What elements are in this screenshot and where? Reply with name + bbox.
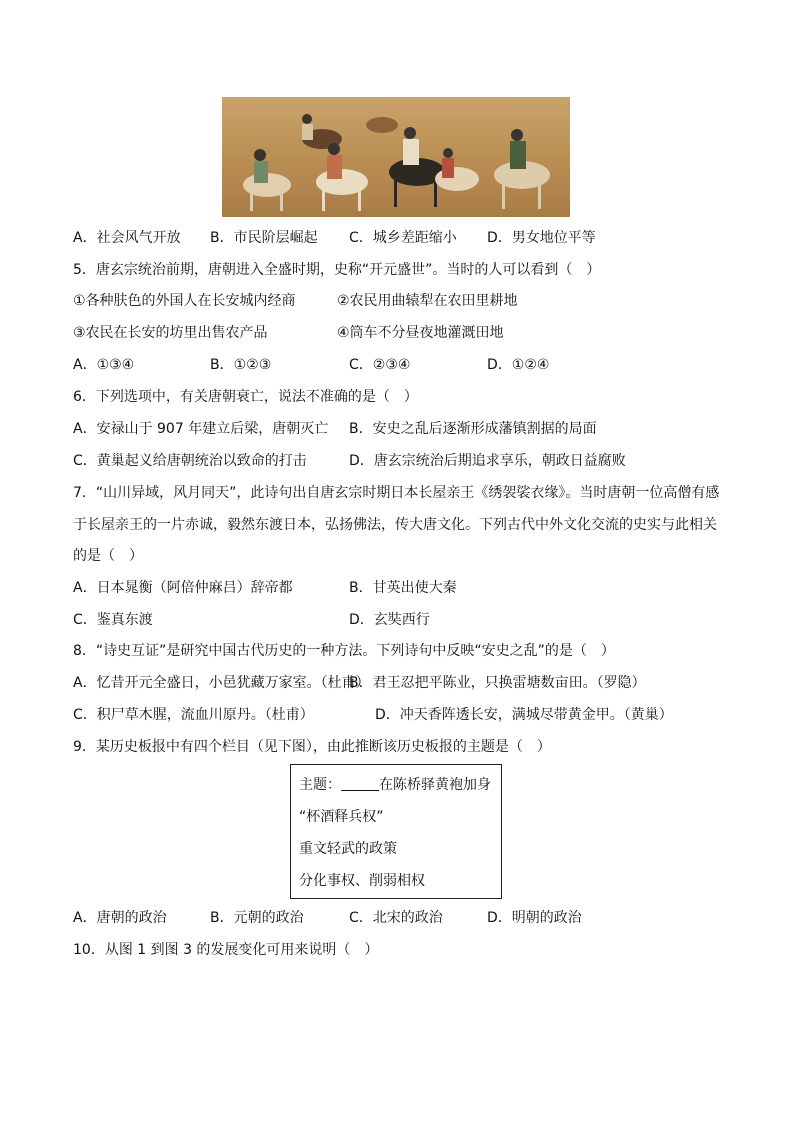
q7-option-b: B．甘英出使大秦: [349, 580, 457, 596]
q6-stem: 6．下列选项中，有关唐朝衰亡，说法不准确的是（ ）: [73, 389, 418, 405]
q6-option-d: D．唐玄宗统治后期追求享乐，朝政日益腐败: [349, 453, 626, 469]
q7-stem-line-3: 的是（ ）: [73, 548, 143, 564]
q9-option-a: A．唐朝的政治: [73, 910, 167, 926]
q9-option-c: C．北宋的政治: [349, 910, 443, 926]
q4-option-a: A．社会风气开放: [73, 230, 181, 246]
board-title: [299, 775, 491, 795]
q5-item-4: ④筒车不分昼夜地灌溉田地: [337, 325, 504, 341]
q5-option-a: A．①③④: [73, 357, 135, 373]
q5-stem: 5．唐玄宗统治前期，唐朝进入全盛时期，史称“开元盛世”。当时的人可以看到（ ）: [73, 262, 601, 278]
q5-option-b: B．①②③: [210, 357, 272, 373]
q5-item-1: ①各种肤色的外国人在长安城内经商: [73, 293, 296, 309]
board-row-1: “杯酒释兵权”: [299, 809, 384, 825]
q9-option-d: D．明朝的政治: [487, 910, 582, 926]
q10-stem: 10．从图 1 到图 3 的发展变化可用来说明（ ）: [73, 942, 379, 958]
q6-option-a: A．安禄山于 907 年建立后梁，唐朝灭亡: [73, 421, 329, 437]
q7-stem-line-2: 于长屋亲王的一片赤诚，毅然东渡日本，弘扬佛法，传大唐文化。下列古代中外文化交流的史实与此相关: [73, 517, 717, 533]
q4-option-d: D．男女地位平等: [487, 230, 596, 246]
q7-option-c: C．鉴真东渡: [73, 612, 153, 628]
q5-option-d: D．①②④: [487, 357, 550, 373]
q8-option-a: A．忆昔开元全盛日，小邑犹藏万家室。（杜甫）: [73, 675, 370, 691]
q5-option-c: C．②③④: [349, 357, 411, 373]
q7-option-a: A．日本晁衡（阿倍仲麻吕）辞帝都: [73, 580, 293, 596]
tang-painting-image: [222, 97, 570, 217]
q5-item-2: ②农民用曲辕犁在农田里耕地: [337, 293, 518, 309]
q9-option-b: B．元朝的政治: [210, 910, 304, 926]
q5-item-3: ③农民在长安的坊里出售农产品: [73, 325, 268, 341]
q7-option-d: D．玄奘西行: [349, 612, 430, 628]
board-title-suffix: 在陈桥驿黄袍加身: [379, 777, 491, 793]
board-title-prefix: 主题：: [299, 777, 341, 793]
q8-option-b: B．君王忍把平陈业，只换雷塘数亩田。（罗隐）: [349, 675, 646, 691]
board-row-3: 分化事权、削弱相权: [299, 873, 425, 889]
q4-option-b: B．市民阶层崛起: [210, 230, 318, 246]
q8-option-c: C．积尸草木腥，流血川原丹。（杜甫）: [73, 707, 314, 723]
q8-stem: 8．“诗史互证”是研究中国古代历史的一种方法。下列诗句中反映“安史之乱”的是（ ）: [73, 643, 615, 659]
q4-option-c: C．城乡差距缩小: [349, 230, 457, 246]
q9-board-box: [290, 764, 502, 899]
q6-option-c: C．黄巢起义给唐朝统治以致命的打击: [73, 453, 307, 469]
board-row-2: 重文轻武的政策: [299, 841, 397, 857]
q9-stem: 9．某历史板报中有四个栏目（见下图），由此推断该历史板报的主题是（ ）: [73, 739, 551, 755]
q8-option-d: D．冲天香阵透长安，满城尽带黄金甲。（黄巢）: [375, 707, 673, 723]
q7-stem-line-1: 7．“山川异域，风月同天”，此诗句出自唐玄宗时期日本长屋亲王《绣袈裟衣缘》。当时唐朝一位高僧有感: [73, 485, 720, 501]
board-title-blank: [341, 776, 379, 791]
horse-riders-illustration: [222, 97, 570, 217]
q6-option-b: B．安史之乱后逐渐形成藩镇割据的局面: [349, 421, 597, 437]
